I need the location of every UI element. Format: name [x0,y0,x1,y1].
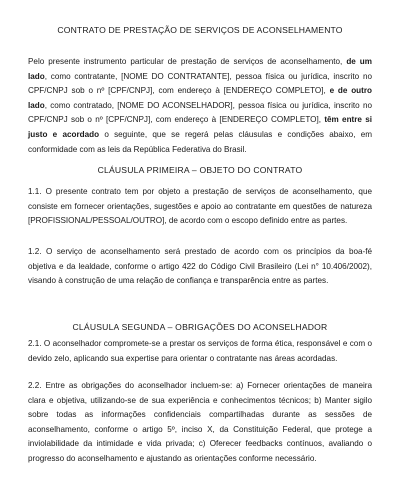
intro-text-4: o seguinte, que se regerá pelas cláusulas e condições abaixo, em conformidade com as leis da República Federativa do Brasil. [28,129,373,154]
intro-text-3: , como contratado, [NOME DO ACONSELHADOR], pessoa física ou jurídica, inscrito no CPF/CNPJ sob o nº [CPF/CNPJ], com endereço à [ENDEREÇO COMPLETO], [28,100,372,125]
intro-paragraph [28,55,372,157]
clause1-heading: CLÁUSULA PRIMEIRA – OBJETO DO CONTRATO [97,165,303,175]
intro-bold-3: têm entre si justo e acordado [28,115,372,139]
intro-bold-1: de um lado [28,57,372,81]
clause2-heading: CLÁUSULA SEGUNDA – OBRIGAÇÕES DO ACONSELHADOR [72,322,328,332]
intro-text-2: , como contratante, [NOME DO CONTRATANTE], pessoa física ou jurídica, inscrito no CPF/CNPJ sob o nº [CPF/CNPJ], com endereço à [ENDEREÇO COMPLETO], [28,71,372,96]
clause1-paragraph-2: 1.2. O serviço de aconselhamento será prestado de acordo com os princípios da boa-fé objetiva e da lealdade, conforme o artigo 422 do Código Civil Brasileiro (Lei n° 10.406/2002), visando à construção de uma relação de confiança e transparência entre as partes. [28,247,372,286]
document-title: CONTRATO DE PRESTAÇÃO DE SERVIÇOS DE ACONSELHAMENTO [57,25,343,35]
clause2-paragraph-2: 2.2. Entre as obrigações do aconselhador incluem-se: a) Fornecer orientações de maneira clara e objetiva, utilizando-se de sua experiência e conhecimentos técnicos; b) Manter sigilo sobre todas as informações confidenciais compartilhadas durante as sessões de aconselhamento, conforme o artigo 5º, inciso X, da Constituição Federal, que protege a inviolabilidade da intimidade e vida privada; c) Oferecer feedbacks contínuos, avaliando o progresso do aconselhamento e ajustando as orientações conforme necessário. [28,381,372,463]
clause1-paragraph-1: 1.1. O presente contrato tem por objeto a prestação de serviços de aconselhamento, que consiste em fornecer orientações, sugestões e apoio ao contratante em questões de natureza [PROFISSIONAL/PESSOAL/OUTRO], de acordo com o escopo definido entre as partes. [28,187,372,226]
intro-text-1: Pelo presente instrumento particular de prestação de serviços de aconselhamento, [28,57,343,66]
intro-bold-2: e de outro lado [28,86,372,110]
header-strip [0,0,400,4]
clause2-paragraph-1: 2.1. O aconselhador compromete-se a prestar os serviços de forma ética, responsável e com o devido zelo, aplicando sua expertise para orientar o contratante nas áreas acordadas. [28,339,372,363]
